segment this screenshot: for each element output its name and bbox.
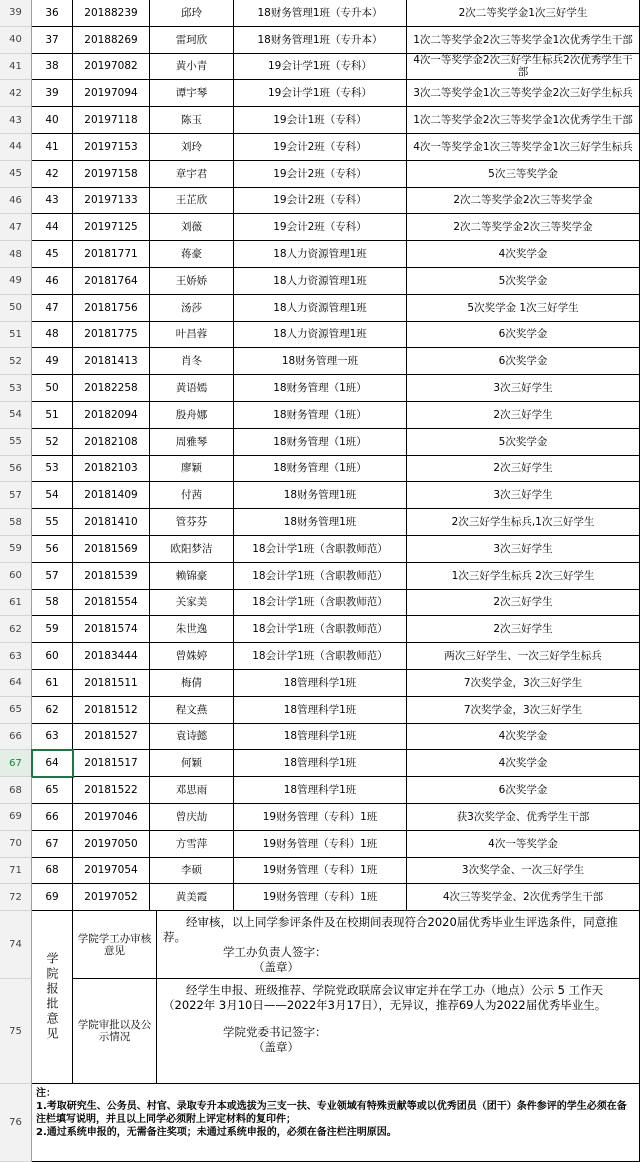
award-cell[interactable]: 2次三好学生 <box>407 456 640 483</box>
row-number[interactable]: 58 <box>0 509 32 536</box>
name-cell[interactable]: 叶昌蓉 <box>150 322 234 349</box>
award-cell[interactable]: 2次二等奖学金2次三等奖学金 <box>407 188 640 215</box>
student-id-cell[interactable]: 20197054 <box>73 858 150 885</box>
class-cell[interactable]: 18财务管理1班 <box>234 509 407 536</box>
class-cell[interactable]: 18管理科学1班 <box>234 670 407 697</box>
award-cell[interactable]: 2次二等奖学金1次三好学生 <box>407 0 640 27</box>
student-id-cell[interactable]: 20181512 <box>73 697 150 724</box>
class-cell[interactable]: 18财务管理（1班） <box>234 456 407 483</box>
name-cell[interactable]: 邓思雨 <box>150 777 234 804</box>
class-cell[interactable]: 18人力资源管理1班 <box>234 268 407 295</box>
award-cell[interactable]: 3次三好学生 <box>407 482 640 509</box>
college-signature-label: 学院党委书记签字： <box>223 1025 327 1040</box>
student-id-cell[interactable]: 20197118 <box>73 107 150 134</box>
name-cell[interactable]: 殷舟娜 <box>150 402 234 429</box>
award-cell[interactable]: 获3次奖学金、优秀学生干部 <box>407 804 640 831</box>
award-cell[interactable]: 6次奖学金 <box>407 777 640 804</box>
name-cell[interactable]: 程文燕 <box>150 697 234 724</box>
name-cell[interactable]: 欧阳梦洁 <box>150 536 234 563</box>
row-number[interactable]: 72 <box>0 884 32 911</box>
class-cell[interactable]: 18会计学1班（含职教师范） <box>234 616 407 643</box>
seq-cell[interactable]: 49 <box>32 348 73 375</box>
class-cell[interactable]: 18管理科学1班 <box>234 750 407 777</box>
name-cell[interactable]: 肖冬 <box>150 348 234 375</box>
office-review-block[interactable] <box>157 911 640 979</box>
note-2: 2.通过系统申报的，无需备注奖项；未通过系统申报的，必须在备注栏注明原因。 <box>36 1127 397 1139</box>
seq-cell[interactable]: 55 <box>32 509 73 536</box>
student-id-cell[interactable]: 20182108 <box>73 429 150 456</box>
award-cell[interactable]: 4次奖学金 <box>407 750 640 777</box>
notes-block[interactable] <box>32 1084 640 1162</box>
award-cell[interactable]: 1次二等奖学金2次三等奖学金1次优秀学生干部 <box>407 27 640 54</box>
approval-side-label[interactable]: 学院报批意见 <box>32 911 73 1084</box>
row-number[interactable]: 60 <box>0 563 32 590</box>
class-cell[interactable]: 18会计学1班（含职教师范） <box>234 590 407 617</box>
student-id-cell[interactable]: 20181413 <box>73 348 150 375</box>
row-number[interactable]: 45 <box>0 161 32 188</box>
award-cell[interactable]: 3次三好学生 <box>407 375 640 402</box>
award-cell[interactable]: 4次一等奖学金2次三好学生标兵2次优秀学生干部 <box>407 54 640 81</box>
office-signature-label: 学工办负责人签字： <box>223 945 327 960</box>
notes-title: 注： <box>36 1088 56 1100</box>
class-cell[interactable]: 19会计学1班（专科） <box>234 54 407 81</box>
student-id-cell[interactable]: 20197125 <box>73 214 150 241</box>
award-cell[interactable]: 2次三好学生 <box>407 590 640 617</box>
seq-cell[interactable]: 52 <box>32 429 73 456</box>
award-cell[interactable]: 3次奖学金、一次三好学生 <box>407 858 640 885</box>
name-cell[interactable]: 陈玉 <box>150 107 234 134</box>
student-id-cell[interactable]: 20181522 <box>73 777 150 804</box>
student-id-cell[interactable]: 20181775 <box>73 322 150 349</box>
row-number[interactable]: 66 <box>0 724 32 751</box>
class-cell[interactable]: 19会计学1班（专科） <box>234 80 407 107</box>
student-id-cell[interactable]: 20181756 <box>73 295 150 322</box>
row-number[interactable]: 54 <box>0 402 32 429</box>
name-cell[interactable]: 黄小青 <box>150 54 234 81</box>
class-cell[interactable]: 18财务管理1班（专升本） <box>234 27 407 54</box>
award-cell[interactable]: 2次三好学生 <box>407 616 640 643</box>
name-cell[interactable]: 周雅琴 <box>150 429 234 456</box>
seq-cell[interactable]: 67 <box>32 831 73 858</box>
class-cell[interactable]: 18财务管理一班 <box>234 348 407 375</box>
row-number[interactable]: 74 <box>0 911 32 979</box>
student-id-cell[interactable]: 20197046 <box>73 804 150 831</box>
award-cell[interactable]: 1次三好学生标兵 2次三好学生 <box>407 563 640 590</box>
name-cell[interactable]: 梅倩 <box>150 670 234 697</box>
student-id-cell[interactable]: 20182094 <box>73 402 150 429</box>
row-number[interactable]: 50 <box>0 295 32 322</box>
name-cell[interactable]: 袁诗懿 <box>150 724 234 751</box>
class-cell[interactable]: 19财务管理（专科）1班 <box>234 858 407 885</box>
student-id-cell[interactable]: 20188269 <box>73 27 150 54</box>
row-number[interactable]: 41 <box>0 54 32 81</box>
student-id-cell[interactable]: 20197082 <box>73 54 150 81</box>
name-cell[interactable]: 方雪萍 <box>150 831 234 858</box>
name-cell[interactable]: 廖颖 <box>150 456 234 483</box>
seq-cell[interactable]: 64 <box>32 750 73 777</box>
seq-cell[interactable]: 65 <box>32 777 73 804</box>
student-id-cell[interactable]: 20181410 <box>73 509 150 536</box>
class-cell[interactable]: 19财务管理（专科）1班 <box>234 884 407 911</box>
student-id-cell[interactable]: 20181409 <box>73 482 150 509</box>
student-id-cell[interactable]: 20197158 <box>73 161 150 188</box>
student-id-cell[interactable]: 20197050 <box>73 831 150 858</box>
class-cell[interactable]: 19会计2班（专科） <box>234 188 407 215</box>
student-id-cell[interactable]: 20182103 <box>73 456 150 483</box>
seq-cell[interactable]: 62 <box>32 697 73 724</box>
row-number[interactable]: 48 <box>0 241 32 268</box>
award-cell[interactable]: 6次奖学金 <box>407 322 640 349</box>
row-number[interactable]: 75 <box>0 979 32 1084</box>
seq-cell[interactable]: 41 <box>32 134 73 161</box>
row-number[interactable]: 42 <box>0 80 32 107</box>
seq-cell[interactable]: 39 <box>32 80 73 107</box>
class-cell[interactable]: 18管理科学1班 <box>234 777 407 804</box>
student-id-cell[interactable]: 20197153 <box>73 134 150 161</box>
class-cell[interactable]: 19会计2班（专科） <box>234 161 407 188</box>
seq-cell[interactable]: 66 <box>32 804 73 831</box>
row-number[interactable]: 40 <box>0 27 32 54</box>
class-cell[interactable]: 19财务管理（专科）1班 <box>234 804 407 831</box>
seq-cell[interactable]: 63 <box>32 724 73 751</box>
class-cell[interactable]: 19财务管理（专科）1班 <box>234 831 407 858</box>
class-cell[interactable]: 18管理科学1班 <box>234 724 407 751</box>
student-id-cell[interactable]: 20197133 <box>73 188 150 215</box>
class-cell[interactable]: 18财务管理（1班） <box>234 375 407 402</box>
class-cell[interactable]: 18人力资源管理1班 <box>234 241 407 268</box>
award-cell[interactable]: 4次奖学金 <box>407 241 640 268</box>
seq-cell[interactable]: 56 <box>32 536 73 563</box>
note-1: 1.考取研究生、公务员、村官、录取专升本或选拔为三支一扶、专业领域有特殊贡献等或以优秀团员（团干）条件参评的学生必须在备注栏填写说明，并且以上同学必须附上评定材料的复印件； <box>36 1101 627 1126</box>
student-id-cell[interactable]: 20188239 <box>73 0 150 27</box>
row-number[interactable]: 63 <box>0 643 32 670</box>
seq-cell[interactable]: 54 <box>32 482 73 509</box>
class-cell[interactable]: 18人力资源管理1班 <box>234 295 407 322</box>
name-cell[interactable]: 章宇君 <box>150 161 234 188</box>
row-number[interactable]: 65 <box>0 697 32 724</box>
seq-cell[interactable]: 58 <box>32 590 73 617</box>
seq-cell[interactable]: 59 <box>32 616 73 643</box>
student-id-cell[interactable]: 20197052 <box>73 884 150 911</box>
row-number[interactable]: 70 <box>0 831 32 858</box>
row-number[interactable]: 64 <box>0 670 32 697</box>
seq-cell[interactable]: 61 <box>32 670 73 697</box>
name-cell[interactable]: 何颖 <box>150 750 234 777</box>
row-number[interactable]: 47 <box>0 214 32 241</box>
office-review-label[interactable]: 学院学工办审核意见 <box>73 911 157 979</box>
seq-cell[interactable]: 38 <box>32 54 73 81</box>
seq-cell[interactable]: 40 <box>32 107 73 134</box>
seq-cell[interactable]: 68 <box>32 858 73 885</box>
class-cell[interactable]: 18财务管理（1班） <box>234 429 407 456</box>
name-cell[interactable]: 蒋豪 <box>150 241 234 268</box>
row-number[interactable]: 46 <box>0 188 32 215</box>
name-cell[interactable]: 李硕 <box>150 858 234 885</box>
college-approval-text: 经学生申报、班级推荐、学院党政联席会议审定并在学工办（地点）公示 5 工作天（2022年 3月10日——2022年3月17日），无异议，推荐69人为2022届优秀毕业生。 <box>163 983 607 1013</box>
award-cell[interactable]: 4次一等奖学金1次三等奖学金1次三好学生标兵 <box>407 134 640 161</box>
student-id-cell[interactable]: 20181569 <box>73 536 150 563</box>
row-number[interactable]: 76 <box>0 1084 32 1162</box>
seq-cell[interactable]: 53 <box>32 456 73 483</box>
student-id-cell[interactable]: 20181527 <box>73 724 150 751</box>
name-cell[interactable]: 曾庆劼 <box>150 804 234 831</box>
class-cell[interactable]: 18财务管理（1班） <box>234 402 407 429</box>
row-number[interactable]: 69 <box>0 804 32 831</box>
award-cell[interactable]: 4次奖学金 <box>407 724 640 751</box>
class-cell[interactable]: 19会计2班（专科） <box>234 214 407 241</box>
name-cell[interactable]: 邱玲 <box>150 0 234 27</box>
award-cell[interactable]: 2次三好学生标兵,1次三好学生 <box>407 509 640 536</box>
name-cell[interactable]: 黄美霞 <box>150 884 234 911</box>
award-cell[interactable]: 7次奖学金，3次三好学生 <box>407 697 640 724</box>
row-number[interactable]: 67 <box>0 750 32 777</box>
seq-cell[interactable]: 48 <box>32 322 73 349</box>
award-cell[interactable]: 5次三等奖学金 <box>407 161 640 188</box>
row-number[interactable]: 71 <box>0 858 32 885</box>
class-cell[interactable]: 18会计学1班（含职教师范） <box>234 643 407 670</box>
class-cell[interactable]: 19会计1班（专科） <box>234 107 407 134</box>
seq-cell[interactable]: 50 <box>32 375 73 402</box>
row-number[interactable]: 61 <box>0 590 32 617</box>
row-number[interactable]: 62 <box>0 616 32 643</box>
row-number[interactable]: 57 <box>0 482 32 509</box>
name-cell[interactable]: 谭宇琴 <box>150 80 234 107</box>
seq-cell[interactable]: 44 <box>32 214 73 241</box>
award-cell[interactable]: 4次三等奖学金、2次优秀学生干部 <box>407 884 640 911</box>
student-id-cell[interactable]: 20181574 <box>73 616 150 643</box>
seq-cell[interactable]: 60 <box>32 643 73 670</box>
class-cell[interactable]: 18会计学1班（含职教师范） <box>234 563 407 590</box>
seq-cell[interactable]: 69 <box>32 884 73 911</box>
name-cell[interactable]: 黄语嫣 <box>150 375 234 402</box>
award-cell[interactable]: 2次三好学生 <box>407 402 640 429</box>
college-seal-label: （盖章） <box>253 1040 299 1055</box>
row-number[interactable]: 59 <box>0 536 32 563</box>
class-cell[interactable]: 18会计学1班（含职教师范） <box>234 536 407 563</box>
row-number[interactable]: 43 <box>0 107 32 134</box>
award-cell[interactable]: 两次三好学生、一次三好学生标兵 <box>407 643 640 670</box>
seq-cell[interactable]: 45 <box>32 241 73 268</box>
student-id-cell[interactable]: 20181539 <box>73 563 150 590</box>
award-cell[interactable]: 2次二等奖学金2次三等奖学金 <box>407 214 640 241</box>
student-id-cell[interactable]: 20181764 <box>73 268 150 295</box>
row-number[interactable]: 56 <box>0 456 32 483</box>
seq-cell[interactable]: 47 <box>32 295 73 322</box>
row-number[interactable]: 49 <box>0 268 32 295</box>
row-number[interactable]: 53 <box>0 375 32 402</box>
student-id-cell[interactable]: 20181771 <box>73 241 150 268</box>
name-cell[interactable]: 关家美 <box>150 590 234 617</box>
name-cell[interactable]: 曾姝婷 <box>150 643 234 670</box>
name-cell[interactable]: 付茜 <box>150 482 234 509</box>
seq-cell[interactable]: 36 <box>32 0 73 27</box>
class-cell[interactable]: 18人力资源管理1班 <box>234 322 407 349</box>
award-cell[interactable]: 6次奖学金 <box>407 348 640 375</box>
student-id-cell[interactable]: 20181517 <box>73 750 150 777</box>
student-id-cell[interactable]: 20183444 <box>73 643 150 670</box>
seq-cell[interactable]: 37 <box>32 27 73 54</box>
name-cell[interactable]: 雷珂欣 <box>150 27 234 54</box>
seq-cell[interactable]: 42 <box>32 161 73 188</box>
class-cell[interactable]: 19会计2班（专科） <box>234 134 407 161</box>
seq-cell[interactable]: 51 <box>32 402 73 429</box>
class-cell[interactable]: 18财务管理1班 <box>234 482 407 509</box>
award-cell[interactable]: 3次二等奖学金1次三等奖学金2次三好学生标兵 <box>407 80 640 107</box>
class-cell[interactable]: 18管理科学1班 <box>234 697 407 724</box>
name-cell[interactable]: 王娇娇 <box>150 268 234 295</box>
college-approval-block[interactable] <box>157 979 640 1084</box>
student-id-cell[interactable]: 20197094 <box>73 80 150 107</box>
office-review-text: 经审核，以上同学参评条件及在校期间表现符合2020届优秀毕业生评选条件，同意推荐。 <box>163 915 618 945</box>
student-id-cell[interactable]: 20181554 <box>73 590 150 617</box>
class-cell[interactable]: 18财务管理1班（专升本） <box>234 0 407 27</box>
award-cell[interactable]: 5次奖学金 1次三好学生 <box>407 295 640 322</box>
student-id-cell[interactable]: 20182258 <box>73 375 150 402</box>
name-cell[interactable]: 王芷欣 <box>150 188 234 215</box>
row-number[interactable]: 44 <box>0 134 32 161</box>
row-number[interactable]: 68 <box>0 777 32 804</box>
row-number[interactable]: 39 <box>0 0 32 27</box>
row-number[interactable]: 51 <box>0 322 32 349</box>
award-cell[interactable]: 1次二等奖学金2次三等奖学金1次优秀学生干部 <box>407 107 640 134</box>
name-cell[interactable]: 刘薇 <box>150 214 234 241</box>
seq-cell[interactable]: 57 <box>32 563 73 590</box>
seq-cell[interactable]: 43 <box>32 188 73 215</box>
name-cell[interactable]: 汤莎 <box>150 295 234 322</box>
row-number[interactable]: 52 <box>0 348 32 375</box>
college-approval-label[interactable]: 学院审批以及公示情况 <box>73 979 157 1084</box>
name-cell[interactable]: 管芬芬 <box>150 509 234 536</box>
office-seal-label: （盖章） <box>253 960 299 975</box>
award-cell[interactable]: 5次奖学金 <box>407 268 640 295</box>
award-cell[interactable]: 7次奖学金，3次三好学生 <box>407 670 640 697</box>
award-cell[interactable]: 4次一等奖学金 <box>407 831 640 858</box>
award-cell[interactable]: 3次三好学生 <box>407 536 640 563</box>
award-cell[interactable]: 5次奖学金 <box>407 429 640 456</box>
name-cell[interactable]: 朱世逸 <box>150 616 234 643</box>
row-number[interactable]: 55 <box>0 429 32 456</box>
student-id-cell[interactable]: 20181511 <box>73 670 150 697</box>
name-cell[interactable]: 赖锦豪 <box>150 563 234 590</box>
name-cell[interactable]: 刘玲 <box>150 134 234 161</box>
seq-cell[interactable]: 46 <box>32 268 73 295</box>
